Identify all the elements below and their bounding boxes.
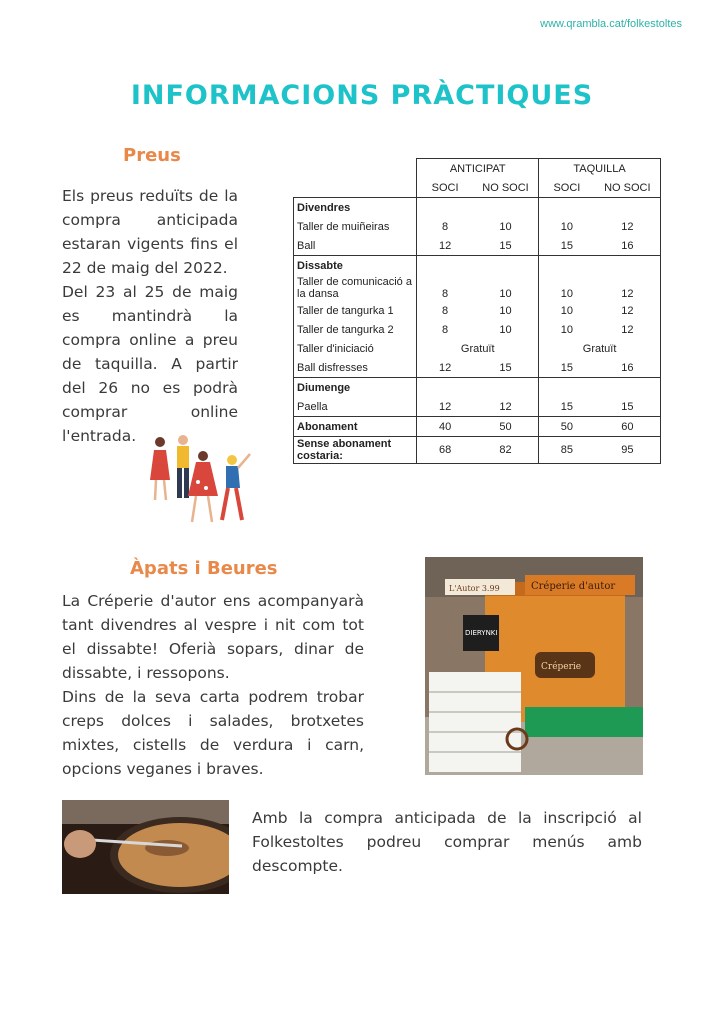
cell-value: 10 <box>560 304 574 317</box>
discount-text <box>252 806 642 878</box>
col-anticipat-soci: SOCI <box>417 178 473 198</box>
section-diumenge: Diumenge <box>294 378 417 398</box>
cell-value: 15 <box>473 236 539 256</box>
cell-free-anticipat: Gratuït <box>417 339 539 358</box>
cell-value: 12 <box>595 320 661 339</box>
cell-value: 50 <box>539 417 595 437</box>
row-label: Abonament <box>294 417 417 437</box>
cell-free-taquilla: Gratuït <box>539 339 661 358</box>
table-row <box>294 339 661 358</box>
dancers-illustration <box>146 432 256 532</box>
row-label: Taller de tangurka 1 <box>294 301 417 320</box>
stall-sign-front: Créperie <box>541 662 582 672</box>
row-label: Sense abonament costaria: <box>294 437 417 464</box>
cell-value: 85 <box>539 437 595 464</box>
cell-value: 10 <box>473 320 539 339</box>
row-label: Ball <box>294 236 417 256</box>
cell-value: 15 <box>473 358 539 378</box>
crepe-photo <box>62 800 229 894</box>
cell-value: 95 <box>595 437 661 464</box>
cell-value: 8 <box>417 320 473 339</box>
cell-value: 12 <box>473 397 539 417</box>
table-row <box>294 217 661 236</box>
group-anticipat-header: ANTICIPAT <box>417 159 539 179</box>
food-text <box>62 589 364 781</box>
cell-value: 12 <box>417 358 473 378</box>
row-label: Taller de muiñeiras <box>294 217 417 236</box>
cell-value: 16 <box>595 236 661 256</box>
food-heading: Àpats i Beures <box>130 558 278 579</box>
cell-value: 10 <box>473 275 539 301</box>
cell-value: 15 <box>560 400 574 413</box>
cell-value: 68 <box>417 437 473 464</box>
cell-value: 15 <box>560 361 574 374</box>
creperie-stall-photo <box>425 557 643 775</box>
cell-value: 12 <box>595 275 661 301</box>
stall-sign-top: Créperie d'autor <box>531 581 616 592</box>
cell-value: 10 <box>560 220 574 233</box>
prices-text <box>62 184 238 448</box>
section-dissabte: Dissabte <box>294 256 417 276</box>
menu-board: DIERYNKI <box>465 629 498 637</box>
food-paragraph-2: Dins de la seva carta podrem trobar creps dolces i salades, brotxetes mixtes, cistells de verdura i carn, opcions veganes i braves. <box>62 688 364 778</box>
cell-value: 60 <box>595 417 661 437</box>
section-divendres: Divendres <box>294 198 417 218</box>
food-paragraph-1: La Créperie d'autor ens acompanyarà tant divendres al vespre i nit com tot el dissabte! Oferià sopars, dinar de dissabte, i ressopons. <box>62 592 364 682</box>
table-row <box>294 437 661 464</box>
row-label: Ball disfresses <box>294 358 417 378</box>
table-row <box>294 320 661 339</box>
cell-value: 15 <box>595 397 661 417</box>
table-row <box>294 236 661 256</box>
col-anticipat-no-soci: NO SOCI <box>473 178 539 198</box>
table-row <box>294 358 661 378</box>
cell-value: 8 <box>417 275 473 301</box>
row-label: Taller de tangurka 2 <box>294 320 417 339</box>
row-label: Taller d'iniciació <box>294 339 417 358</box>
cell-value: 40 <box>417 417 473 437</box>
table-row <box>294 397 661 417</box>
table-row <box>294 301 661 320</box>
cell-value: 12 <box>417 397 473 417</box>
group-taquilla-header: TAQUILLA <box>539 159 661 179</box>
cell-value: 12 <box>595 217 661 236</box>
cell-value: 15 <box>560 239 574 252</box>
stall-sign-left: L'Autor 3.99 <box>449 584 500 593</box>
prices-heading: Preus <box>123 145 181 166</box>
row-label: Paella <box>294 397 417 417</box>
cell-value: 12 <box>595 301 661 320</box>
table-row <box>294 275 661 301</box>
table-row <box>294 417 661 437</box>
prices-paragraph-2: Del 23 al 25 de maig es mantindrà la compra online a preu de taquilla. A partir del 26 no es podrà comprar online l'entrada. <box>62 283 238 445</box>
cell-value: 10 <box>560 323 574 336</box>
cell-value: 16 <box>595 358 661 378</box>
col-taquilla-no-soci: NO SOCI <box>595 178 661 198</box>
cell-value: 82 <box>473 437 539 464</box>
cell-value: 8 <box>417 217 473 236</box>
page-title: INFORMACIONS PRÀCTIQUES <box>130 80 594 111</box>
cell-value: 50 <box>473 417 539 437</box>
col-taquilla-soci: SOCI <box>553 181 581 194</box>
cell-value: 12 <box>417 236 473 256</box>
cell-value: 8 <box>417 301 473 320</box>
discount-paragraph: Amb la compra anticipada de la inscripció al Folkestoltes podreu comprar menús amb descompte. <box>252 809 642 875</box>
cell-value: 10 <box>560 288 574 300</box>
prices-paragraph-1: Els preus reduïts de la compra anticipada estaran vigents fins el 22 de maig del 2022. <box>62 187 238 277</box>
cell-value: 10 <box>473 217 539 236</box>
website-url[interactable]: www.qrambla.cat/folkestoltes <box>540 18 682 30</box>
cell-value: 10 <box>473 301 539 320</box>
price-table <box>293 158 661 464</box>
row-label: Taller de comunicació a la dansa <box>294 275 417 301</box>
